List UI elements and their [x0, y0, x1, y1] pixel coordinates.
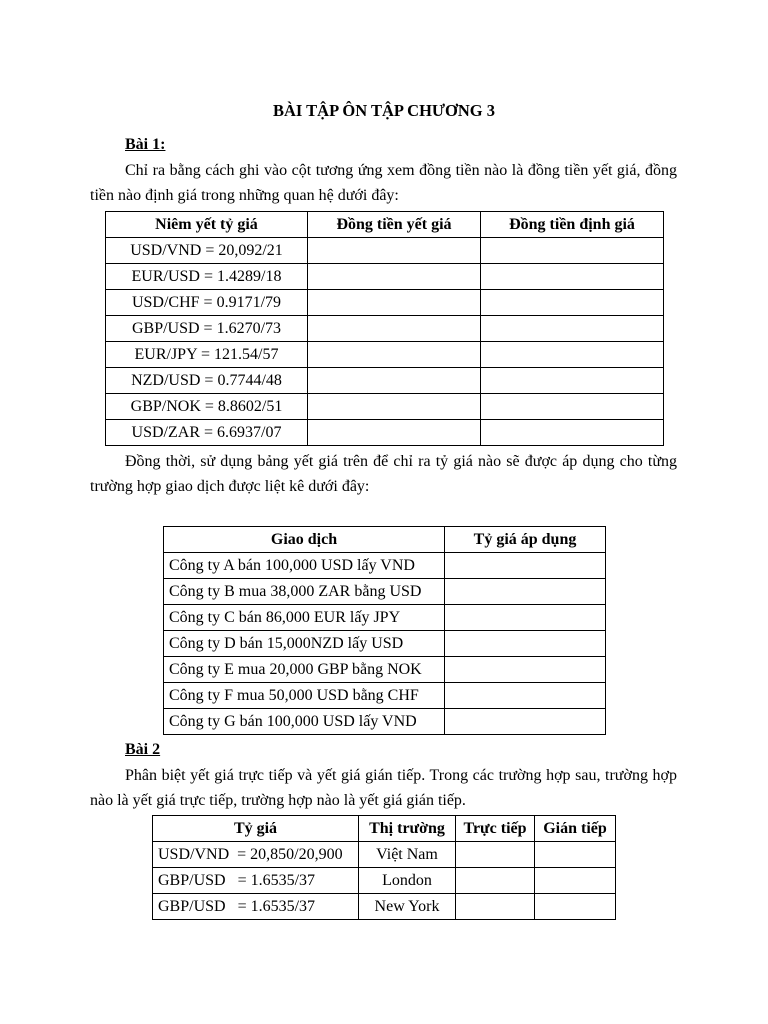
empty-answer-cell[interactable] — [481, 264, 664, 290]
empty-answer-cell[interactable] — [308, 264, 481, 290]
table-cell: Công ty B mua 38,000 ZAR bằng USD — [164, 579, 445, 605]
empty-answer-cell[interactable] — [445, 579, 606, 605]
table-row — [106, 264, 664, 290]
empty-answer-cell[interactable] — [481, 420, 664, 446]
empty-answer-cell[interactable] — [445, 657, 606, 683]
empty-answer-cell[interactable] — [456, 868, 535, 894]
exercise-2-intro: Phân biệt yết giá trực tiếp và yết giá gián tiếp. Trong các trường hợp sau, trường hợp nào là yết giá trực tiếp, trường hợp nào là yết giá gián tiếp. — [90, 767, 677, 809]
empty-answer-cell[interactable] — [535, 894, 616, 920]
table-cell: Công ty G bán 100,000 USD lấy VND — [164, 709, 445, 735]
table-row — [164, 709, 606, 735]
exercise-2-heading: Bài 2 — [125, 741, 161, 758]
table-header-row — [106, 212, 664, 238]
table-row — [153, 842, 616, 868]
table-cell: EUR/JPY = 121.54/57 — [106, 342, 308, 368]
direct-indirect-quote-table — [152, 815, 616, 920]
empty-answer-cell[interactable] — [445, 683, 606, 709]
empty-answer-cell[interactable] — [445, 553, 606, 579]
table-cell: Công ty A bán 100,000 USD lấy VND — [164, 553, 445, 579]
empty-answer-cell[interactable] — [445, 631, 606, 657]
table-row — [106, 368, 664, 394]
table-cell: USD/VND = 20,850/20,900 — [153, 842, 359, 868]
table-cell: USD/VND = 20,092/21 — [106, 238, 308, 264]
column-header: Niêm yết tỷ giá — [106, 212, 308, 238]
table-cell: USD/ZAR = 6.6937/07 — [106, 420, 308, 446]
empty-answer-cell[interactable] — [456, 842, 535, 868]
table-cell: GBP/NOK = 8.8602/51 — [106, 394, 308, 420]
table-header-row — [164, 527, 606, 553]
column-header: Đồng tiền yết giá — [308, 212, 481, 238]
table-row — [164, 605, 606, 631]
table-cell: GBP/USD = 1.6535/37 — [153, 868, 359, 894]
empty-answer-cell[interactable] — [308, 290, 481, 316]
table-row — [164, 579, 606, 605]
empty-answer-cell[interactable] — [445, 605, 606, 631]
table-cell: EUR/USD = 1.4289/18 — [106, 264, 308, 290]
empty-answer-cell[interactable] — [308, 394, 481, 420]
empty-answer-cell[interactable] — [481, 238, 664, 264]
table-cell: London — [359, 868, 456, 894]
table-cell: Công ty F mua 50,000 USD bằng CHF — [164, 683, 445, 709]
empty-answer-cell[interactable] — [308, 316, 481, 342]
empty-answer-cell[interactable] — [481, 290, 664, 316]
table-cell: NZD/USD = 0.7744/48 — [106, 368, 308, 394]
empty-answer-cell[interactable] — [308, 238, 481, 264]
empty-answer-cell[interactable] — [535, 868, 616, 894]
column-header: Tỷ giá — [153, 816, 359, 842]
table-cell: USD/CHF = 0.9171/79 — [106, 290, 308, 316]
empty-answer-cell[interactable] — [481, 316, 664, 342]
column-header: Giao dịch — [164, 527, 445, 553]
column-header: Thị trường — [359, 816, 456, 842]
table-cell: Công ty C bán 86,000 EUR lấy JPY — [164, 605, 445, 631]
empty-answer-cell[interactable] — [481, 368, 664, 394]
table-row — [164, 657, 606, 683]
column-header: Tỷ giá áp dụng — [445, 527, 606, 553]
empty-answer-cell[interactable] — [481, 394, 664, 420]
page-title: BÀI TẬP ÔN TẬP CHƯƠNG 3 — [272, 101, 496, 120]
empty-answer-cell[interactable] — [308, 342, 481, 368]
transaction-table — [163, 526, 606, 735]
table-cell: New York — [359, 894, 456, 920]
exercise-1-heading: Bài 1: — [125, 136, 166, 153]
column-header: Đồng tiền định giá — [481, 212, 664, 238]
table-cell: Công ty D bán 15,000NZD lấy USD — [164, 631, 445, 657]
table-cell: Việt Nam — [359, 842, 456, 868]
empty-answer-cell[interactable] — [456, 894, 535, 920]
empty-answer-cell[interactable] — [481, 342, 664, 368]
table-cell: GBP/USD = 1.6270/73 — [106, 316, 308, 342]
table-row — [106, 238, 664, 264]
table-cell: GBP/USD = 1.6535/37 — [153, 894, 359, 920]
empty-answer-cell[interactable] — [445, 709, 606, 735]
table-row — [106, 420, 664, 446]
table-cell: Công ty E mua 20,000 GBP bằng NOK — [164, 657, 445, 683]
quote-currency-table — [105, 211, 664, 446]
table-row — [106, 316, 664, 342]
column-header: Gián tiếp — [535, 816, 616, 842]
empty-answer-cell[interactable] — [308, 368, 481, 394]
table-row — [106, 290, 664, 316]
empty-answer-cell[interactable] — [308, 420, 481, 446]
table-row — [164, 553, 606, 579]
table-row — [106, 394, 664, 420]
table-row — [153, 868, 616, 894]
table-row — [164, 631, 606, 657]
table-header-row — [153, 816, 616, 842]
exercise-1-intro: Chỉ ra bằng cách ghi vào cột tương ứng xem đồng tiền nào là đồng tiền yết giá, đồng tiền nào định giá trong những quan hệ dưới đây: — [90, 162, 677, 204]
table-row — [153, 894, 616, 920]
empty-answer-cell[interactable] — [535, 842, 616, 868]
exercise-1-second-intro: Đồng thời, sử dụng bảng yết giá trên để chỉ ra tỷ giá nào sẽ được áp dụng cho từng trường hợp giao dịch được liệt kê dưới đây: — [90, 453, 677, 495]
table-row — [106, 342, 664, 368]
column-header: Trực tiếp — [456, 816, 535, 842]
table-row — [164, 683, 606, 709]
